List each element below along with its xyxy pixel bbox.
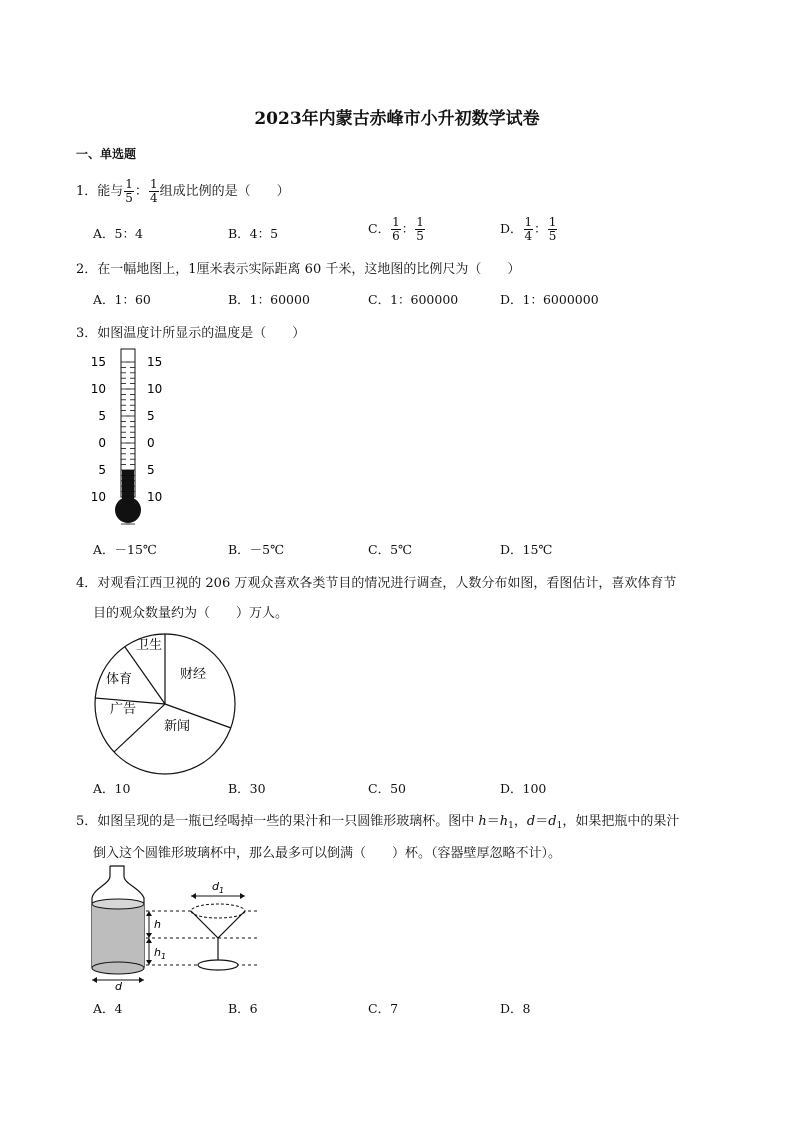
- thermometer-bulb: [115, 497, 141, 523]
- juice-surface: [92, 899, 144, 909]
- q4-option-b: B．30: [228, 781, 266, 796]
- pie-label-caijing: 财经: [180, 667, 207, 682]
- label-d1-sub: 1: [218, 886, 225, 895]
- cone-top: [191, 904, 245, 918]
- subscript: 1: [508, 821, 514, 831]
- label-h1: [154, 946, 166, 961]
- scale-label-right: 5: [147, 409, 155, 423]
- q2-option-c: C．1：600000: [368, 292, 459, 307]
- var-d1: d: [548, 814, 557, 829]
- q3-option-d: D．15℃: [500, 542, 553, 557]
- bottle-and-cone-figure: [88, 864, 264, 994]
- bottle-base: [92, 962, 144, 974]
- var-h1: h: [499, 814, 509, 829]
- question-4-line1: 4．对观看江西卫视的 206 万观众喜欢各类节目的情况进行调查，人数分布如图，看图估计，喜欢体育节: [76, 576, 677, 591]
- fraction: [149, 178, 159, 205]
- colon: ：: [134, 184, 148, 199]
- q4-option-a: A．10: [93, 781, 131, 796]
- scale-label-left: 15: [90, 355, 106, 369]
- scale-label-left: 0: [98, 436, 106, 450]
- q2-option-b: B．1：60000: [228, 292, 310, 307]
- pie-label-xinwen: 新闻: [164, 719, 191, 734]
- numerator: 1: [524, 215, 533, 229]
- scale-label-left: 10: [90, 382, 106, 396]
- fraction: [415, 216, 425, 243]
- question-5-line2: 倒入这个圆锥形玻璃杯中，那么最多可以倒满（ ）杯。（容器壁厚忽略不计）。: [93, 846, 562, 861]
- scale-label-right: 5: [147, 463, 155, 477]
- pie-chart-figure: [92, 632, 238, 776]
- q3-option-a: A．－15℃: [93, 542, 157, 557]
- section-heading: 一、单选题: [76, 147, 137, 161]
- label-h: h: [154, 918, 161, 931]
- label-d: d: [115, 980, 122, 993]
- numerator: 1: [149, 177, 158, 191]
- denominator: 4: [524, 229, 533, 243]
- fraction: [391, 216, 401, 243]
- pie-label-weisheng: 卫生: [136, 638, 163, 653]
- q4-option-d: D．100: [500, 781, 547, 796]
- q1-option-b: B．4：5: [228, 226, 279, 241]
- q5-option-d: D．8: [500, 1001, 531, 1016]
- q1-option-d: [500, 216, 558, 243]
- question-3: 3．如图温度计所显示的温度是（ ）: [76, 326, 306, 341]
- q5-text: 5．如图呈现的是一瓶已经喝掉一些的果汁和一只圆锥形玻璃杯。图中: [76, 814, 479, 829]
- fraction: [124, 178, 134, 205]
- equals: ＝: [535, 814, 549, 829]
- q1-option-c: [368, 216, 426, 243]
- q5-option-b: B．6: [228, 1001, 258, 1016]
- colon: ：: [401, 221, 415, 236]
- label-h1-main: h: [154, 946, 161, 959]
- question-2: 2．在一幅地图上，1厘米表示实际距离 60 千米，这地图的比例尺为（ ）: [76, 262, 521, 277]
- q2-option-a: A．1：60: [93, 292, 151, 307]
- colon: ：: [534, 221, 547, 236]
- denominator: 5: [416, 229, 424, 243]
- scale-label-left: 5: [98, 463, 106, 477]
- numerator: 1: [416, 215, 424, 229]
- cone-base: [198, 960, 238, 970]
- option-label: D．: [500, 221, 523, 236]
- fraction: [548, 216, 558, 243]
- q5-option-a: A．4: [93, 1001, 123, 1016]
- scale-label-right: 15: [147, 355, 163, 369]
- scale-label-right: 10: [147, 490, 163, 504]
- denominator: 5: [548, 229, 557, 243]
- fraction: [524, 216, 534, 243]
- pie-label-guanggao: 广告: [110, 702, 137, 717]
- mercury-column: [122, 470, 134, 500]
- q1-prefix: 1．能与: [76, 184, 124, 199]
- subscript: 1: [556, 821, 563, 831]
- q5-option-c: C．7: [368, 1001, 399, 1016]
- label-h1-sub: 1: [160, 952, 167, 961]
- denominator: 4: [149, 191, 158, 205]
- scale-label-right: 0: [147, 436, 155, 450]
- scale-label-right: 10: [147, 382, 163, 396]
- var-d: d: [526, 814, 536, 829]
- q5-text: ，如果把瓶中的果汁: [562, 814, 680, 829]
- label-d1-main: d: [212, 880, 219, 893]
- question-5-line1: [76, 810, 679, 831]
- numerator: 1: [125, 177, 133, 191]
- page-title: 2023年内蒙古赤峰市小升初数学试卷: [254, 109, 540, 129]
- label-d1: [212, 880, 224, 895]
- scale-label-left: 5: [98, 409, 106, 423]
- question-4-line2: 目的观众数量约为（ ）万人。: [93, 606, 289, 621]
- equals: ＝: [486, 814, 500, 829]
- scale-label-left: 10: [90, 490, 106, 504]
- var-h: h: [478, 814, 487, 829]
- q3-option-b: B．－5℃: [228, 542, 285, 557]
- numerator: 1: [548, 215, 557, 229]
- denominator: 5: [125, 191, 133, 205]
- pie-label-tiyu: 体育: [106, 672, 133, 687]
- q3-option-c: C．5℃: [368, 542, 413, 557]
- q1-suffix: 组成比例的是（ ）: [159, 184, 290, 199]
- numerator: 1: [392, 215, 400, 229]
- question-1: [76, 178, 290, 205]
- q2-option-d: D．1：6000000: [500, 292, 599, 307]
- juice-fill: [92, 904, 144, 968]
- option-label: C．: [368, 221, 391, 236]
- q4-option-c: C．50: [368, 781, 406, 796]
- q1-option-a: A．5：4: [93, 226, 143, 241]
- thermometer-figure: [88, 346, 170, 528]
- comma: ，: [513, 814, 527, 829]
- denominator: 6: [392, 229, 400, 243]
